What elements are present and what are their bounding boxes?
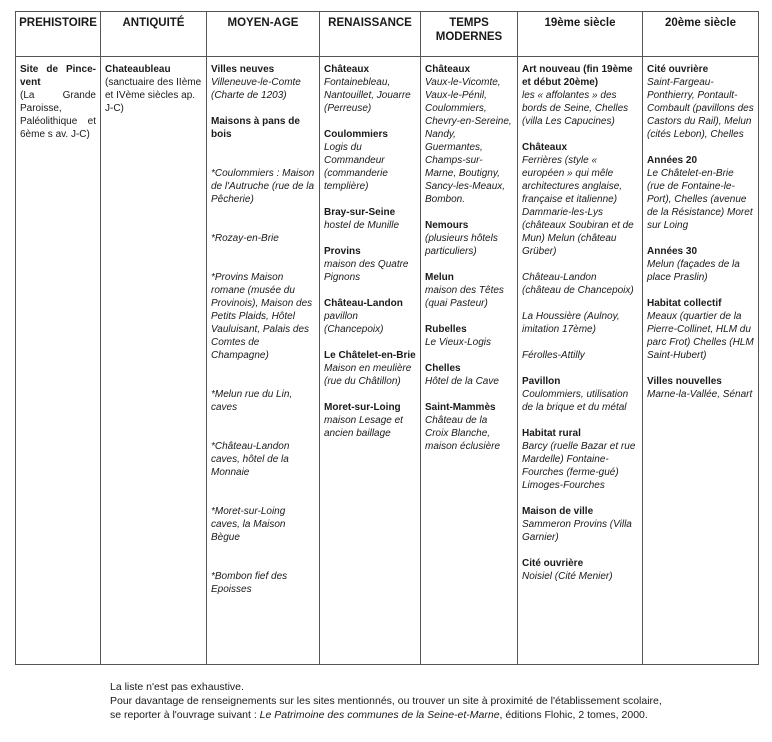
section-head: Coulommiers — [324, 129, 388, 140]
section-text: maison Lesage et ancien baillage — [324, 415, 403, 439]
footer-line: La liste n'est pas exhaustive. — [110, 681, 244, 693]
section-head: Habitat rural — [522, 428, 581, 439]
section-head: Châteaux — [425, 64, 471, 75]
section-head: Le Châtelet-en-Brie — [324, 350, 416, 361]
section-text: Saint-Fargeau-Ponthierry, Pontault-Combault (pavillons des Castors du Rail), Melun (cités Lebon), Chelles — [647, 77, 754, 140]
section-text: Coulommiers, utilisation de la brique et du métal — [522, 389, 629, 413]
section-text: (plusieurs hôtels particuliers) — [425, 233, 498, 257]
list-item: *Moret-sur-Loing caves, la Maison Bègue — [211, 506, 286, 543]
section-head: Bray-sur-Seine — [324, 207, 396, 218]
header-prehistoire: PREHISTOIRE — [16, 12, 101, 57]
section-head: Maison de ville — [522, 506, 594, 517]
section-text: Sammeron Provins (Villa Garnier) — [522, 519, 632, 543]
section-text: Logis du Commandeur (commanderie templière) — [324, 142, 388, 192]
section-head: Art nouveau (fin 19ème et début 20ème) — [522, 64, 633, 88]
section-head: Rubelles — [425, 324, 467, 335]
list-item: *Provins Maison romane (musée du Provinois), Maison des Petits Plaids, Hôtel Vauluisant, Palais des Comtes de Champagne) — [211, 272, 313, 361]
footer-line: Pour davantage de renseignements sur les sites mentionnés, ou trouver un site à proximité de l'établissement scolaire, — [110, 695, 662, 707]
section-text: Château-Landon (château de Chancepoix) — [522, 272, 634, 296]
section-text: Marne-la-Vallée, Sénart — [647, 389, 753, 400]
section-head: Maisons à pans de bois — [211, 116, 300, 140]
section-head: Moret-sur-Loing — [324, 402, 401, 413]
section-text: Le Vieux-Logis — [425, 337, 491, 348]
section-head: Chelles — [425, 363, 461, 374]
list-item: *Coulommiers : Maison de l'Autruche (rue de la Pêcherie) — [211, 168, 315, 205]
header-temps-modernes: TEMPS MODERNES — [421, 12, 518, 57]
section-text: Maison en meulière (rue du Châtillon) — [324, 363, 412, 387]
section-head: Nemours — [425, 220, 469, 231]
section-head: Cité ouvrière — [522, 558, 584, 569]
section-text: Férolles-Attilly — [522, 350, 585, 361]
list-item: *Château-Landon caves, hôtel de la Monnaie — [211, 441, 290, 478]
cell-20e-siecle — [643, 57, 759, 665]
cell-19e-siecle — [518, 57, 643, 665]
section-head: Château-Landon — [324, 298, 403, 309]
section-head: Habitat collectif — [647, 298, 722, 309]
content-row — [16, 57, 759, 665]
site-title: Site de Pince-vent — [20, 64, 96, 88]
book-title: Le Patrimoine des communes de la Seine-et-Marne — [259, 709, 500, 721]
site-title: Chateaubleau — [105, 64, 171, 75]
section-text: Le Châtelet-en-Brie (rue de Fontaine-le-Port), Chelles (avenue de la Résistance) Moret sur Loing — [647, 168, 753, 231]
section-text: maison des Quatre Pignons — [324, 259, 409, 283]
section-head: Cité ouvrière — [647, 64, 709, 75]
cell-antiquite — [101, 57, 207, 665]
header-20e-siecle: 20ème siècle — [643, 12, 759, 57]
section-text: maison des Têtes (quai Pasteur) — [425, 285, 504, 309]
section-text: Ferrières (style « européen » qui mêle architectures anglaise, française et italienne) Dammarie-les-Lys (châteaux Soubiran et de Mun) Melun (château Grüber) — [522, 155, 634, 257]
section-text: Château de la Croix Blanche, maison éclusière — [425, 415, 501, 452]
site-desc: (sanctuaire des IIème et IVème siècles ap. J-C) — [105, 77, 202, 114]
list-item: *Rozay-en-Brie — [211, 233, 279, 244]
header-moyen-age: MOYEN-AGE — [207, 12, 320, 57]
cell-temps-modernes — [421, 57, 518, 665]
list-item: *Melun rue du Lin, caves — [211, 389, 293, 413]
cell-moyen-age — [207, 57, 320, 665]
header-19e-siecle: 19ème siècle — [518, 12, 643, 57]
section-text: Villeneuve-le-Comte (Charte de 1203) — [211, 77, 301, 101]
section-text: La Houssière (Aulnoy, imitation 17ème) — [522, 311, 620, 335]
section-head: Années 30 — [647, 246, 698, 257]
section-head: Pavillon — [522, 376, 561, 387]
section-text: Fontainebleau, Nantouillet, Jouarre (Perreuse) — [324, 77, 411, 114]
section-head: Melun — [425, 272, 454, 283]
section-text: Melun (façades de la place Praslin) — [647, 259, 740, 283]
header-antiquite: ANTIQUITÉ — [101, 12, 207, 57]
section-head: Années 20 — [647, 155, 698, 166]
section-text: pavillon (Chancepoix) — [324, 311, 384, 335]
cell-renaissance — [320, 57, 421, 665]
footer-reference-prefix: se reporter à l'ouvrage suivant : — [110, 709, 260, 721]
section-text: Meaux (quartier de la Pierre-Collinet, HLM du parc Frot) Chelles (HLM Saint-Hubert) — [647, 311, 754, 361]
footer-reference-suffix: , éditions Flohic, 2 tomes, 2000. — [499, 709, 648, 721]
site-desc: (La Grande Paroisse, Paléolithique et 6ème s av. J-C) — [20, 90, 96, 140]
footer-note — [110, 680, 760, 722]
section-text: les « affolantes » des bords de Seine, Chelles (villa Les Capucines) — [522, 90, 629, 127]
header-row — [16, 12, 759, 57]
section-text: Barcy (ruelle Bazar et rue Mardelle) Fontaine-Fourches (ferme-gué) Limoges-Fourches — [522, 441, 636, 491]
heritage-table — [15, 11, 759, 665]
cell-prehistoire — [16, 57, 101, 665]
section-head: Provins — [324, 246, 361, 257]
section-head: Saint-Mammès — [425, 402, 496, 413]
section-text: Hôtel de la Cave — [425, 376, 499, 387]
section-text: Vaux-le-Vicomte, Vaux-le-Pénil, Coulommiers, Chevry-en-Sereine, Nandy, Guermantes, Champs-sur-Marne, Boutigny, Sancy-les-Meaux, Bombon. — [425, 77, 512, 205]
section-head: Châteaux — [522, 142, 568, 153]
section-text: hostel de Munille — [324, 220, 400, 231]
section-head: Villes neuves — [211, 64, 275, 75]
footer-line — [110, 708, 760, 722]
list-item: *Bombon fief des Epoisses — [211, 571, 288, 595]
header-renaissance: RENAISSANCE — [320, 12, 421, 57]
section-text: Noisiel (Cité Menier) — [522, 571, 613, 582]
section-head: Châteaux — [324, 64, 370, 75]
section-head: Villes nouvelles — [647, 376, 722, 387]
